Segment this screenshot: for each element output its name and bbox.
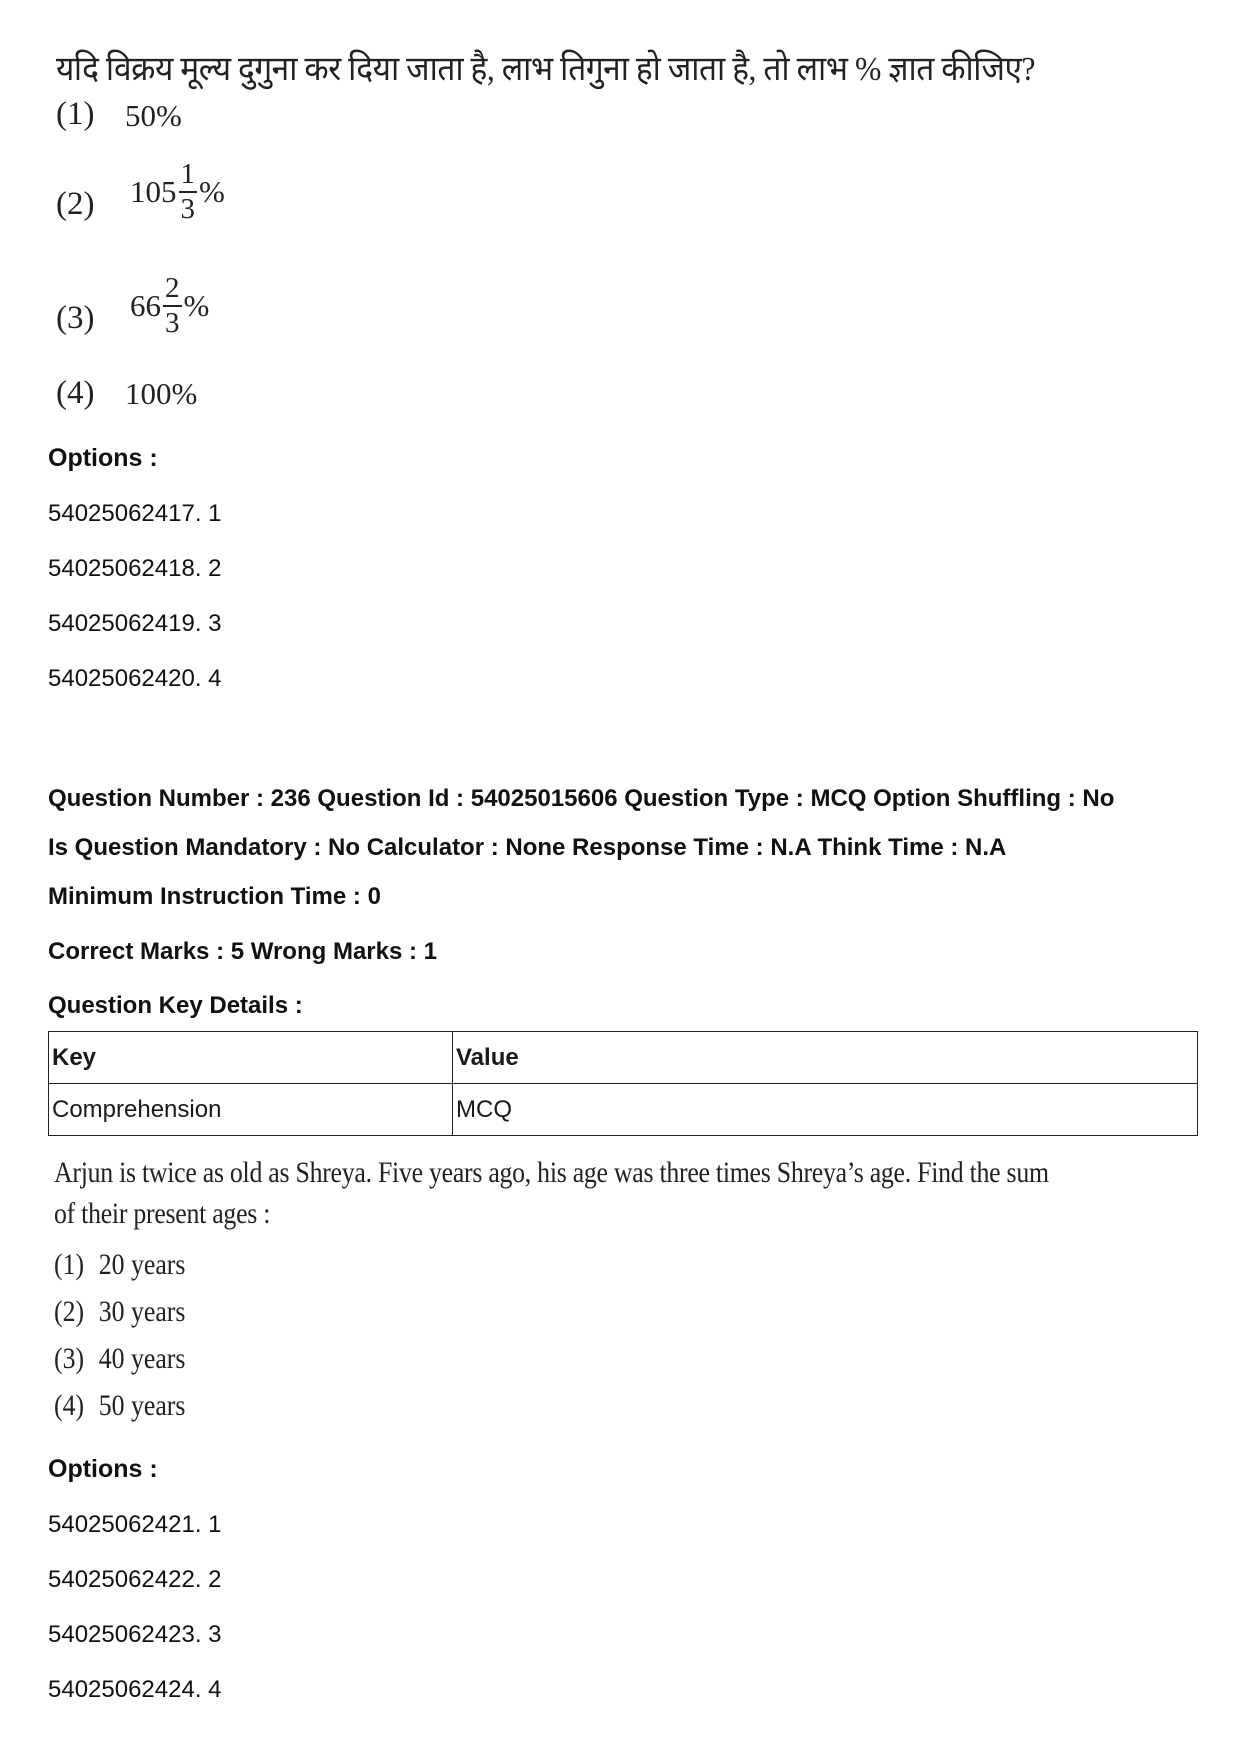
q1-choice-2-suffix: % — [199, 174, 225, 209]
q2-marks: Correct Marks : 5 Wrong Marks : 1 — [48, 938, 438, 965]
q1-choice-2-whole: 105 — [130, 174, 177, 209]
table-row — [49, 1084, 1198, 1136]
q2-choice-3-number: (3) — [54, 1342, 85, 1375]
q1-options-label: Options : — [48, 444, 158, 472]
q1-choice-2-denominator: 3 — [180, 193, 195, 225]
q2-choice-4-number: (4) — [54, 1389, 85, 1422]
q1-option-1: 54025062417. 1 — [48, 500, 222, 527]
q2-meta-line-2: Is Question Mandatory : No Calculator : None Response Time : N.A Think Time : N.A — [48, 834, 1007, 861]
q1-choice-3-suffix: % — [183, 288, 210, 323]
table-cell-value: MCQ — [453, 1084, 1198, 1136]
q2-option-1: 54025062421. 1 — [48, 1511, 222, 1538]
table-header-key: Key — [49, 1032, 453, 1084]
question-key-table — [48, 1031, 1198, 1136]
q1-choice-4-value: 100% — [125, 376, 198, 411]
q1-choice-2-fraction — [179, 160, 198, 224]
q2-choice-2-value: 30 years — [98, 1295, 186, 1328]
q1-choice-3-value — [130, 274, 209, 338]
q2-choice-2 — [54, 1295, 185, 1329]
q1-option-2: 54025062418. 2 — [48, 555, 222, 582]
q2-meta-line-1: Question Number : 236 Question Id : 54025015606 Question Type : MCQ Option Shuffling : No — [48, 785, 1115, 812]
q1-choice-3-whole: 66 — [130, 288, 161, 323]
q1-choice-1-value: 50% — [125, 98, 182, 133]
q2-choice-1 — [54, 1248, 185, 1282]
q2-choice-1-value: 20 years — [98, 1248, 186, 1281]
q2-option-3: 54025062423. 3 — [48, 1621, 222, 1648]
q1-option-3: 54025062419. 3 — [48, 610, 222, 637]
q1-choice-4-number: (4) — [56, 375, 95, 411]
q2-choice-4-value: 50 years — [98, 1389, 186, 1422]
q1-choice-3-numerator: 2 — [165, 272, 180, 304]
q2-choice-1-number: (1) — [54, 1248, 85, 1281]
question-2-text-line-2: of their present ages : — [54, 1197, 271, 1230]
table-cell-key: Comprehension — [49, 1084, 453, 1136]
q1-choice-3-fraction — [163, 274, 182, 338]
question-2-text-line-1: Arjun is twice as old as Shreya. Five years ago, his age was three times Shreya’s age. Find the sum — [54, 1156, 1049, 1189]
q1-choice-1-number: (1) — [56, 96, 95, 132]
q1-choice-2-number: (2) — [56, 186, 95, 222]
q1-choice-2-numerator: 1 — [180, 158, 195, 190]
q1-choice-3-denominator: 3 — [165, 307, 180, 339]
q2-choice-3-value: 40 years — [98, 1342, 186, 1375]
table-header-row — [49, 1032, 1198, 1084]
q1-choice-3-number: (3) — [56, 300, 95, 336]
question-1-text: यदि विक्रय मूल्य दुगुना कर दिया जाता है, लाभ तिगुना हो जाता है, तो लाभ % ज्ञात कीजिए? — [56, 51, 1036, 88]
q2-key-details-label: Question Key Details : — [48, 992, 303, 1019]
table-header-value: Value — [453, 1032, 1198, 1084]
q1-option-4: 54025062420. 4 — [48, 665, 222, 692]
q1-choice-2-value — [130, 160, 225, 224]
q2-option-2: 54025062422. 2 — [48, 1566, 222, 1593]
q2-options-label: Options : — [48, 1455, 158, 1483]
q2-option-4: 54025062424. 4 — [48, 1676, 222, 1703]
q2-choice-2-number: (2) — [54, 1295, 85, 1328]
q2-choice-3 — [54, 1342, 185, 1376]
q2-choice-4 — [54, 1389, 185, 1423]
q2-meta-line-3: Minimum Instruction Time : 0 — [48, 883, 381, 910]
